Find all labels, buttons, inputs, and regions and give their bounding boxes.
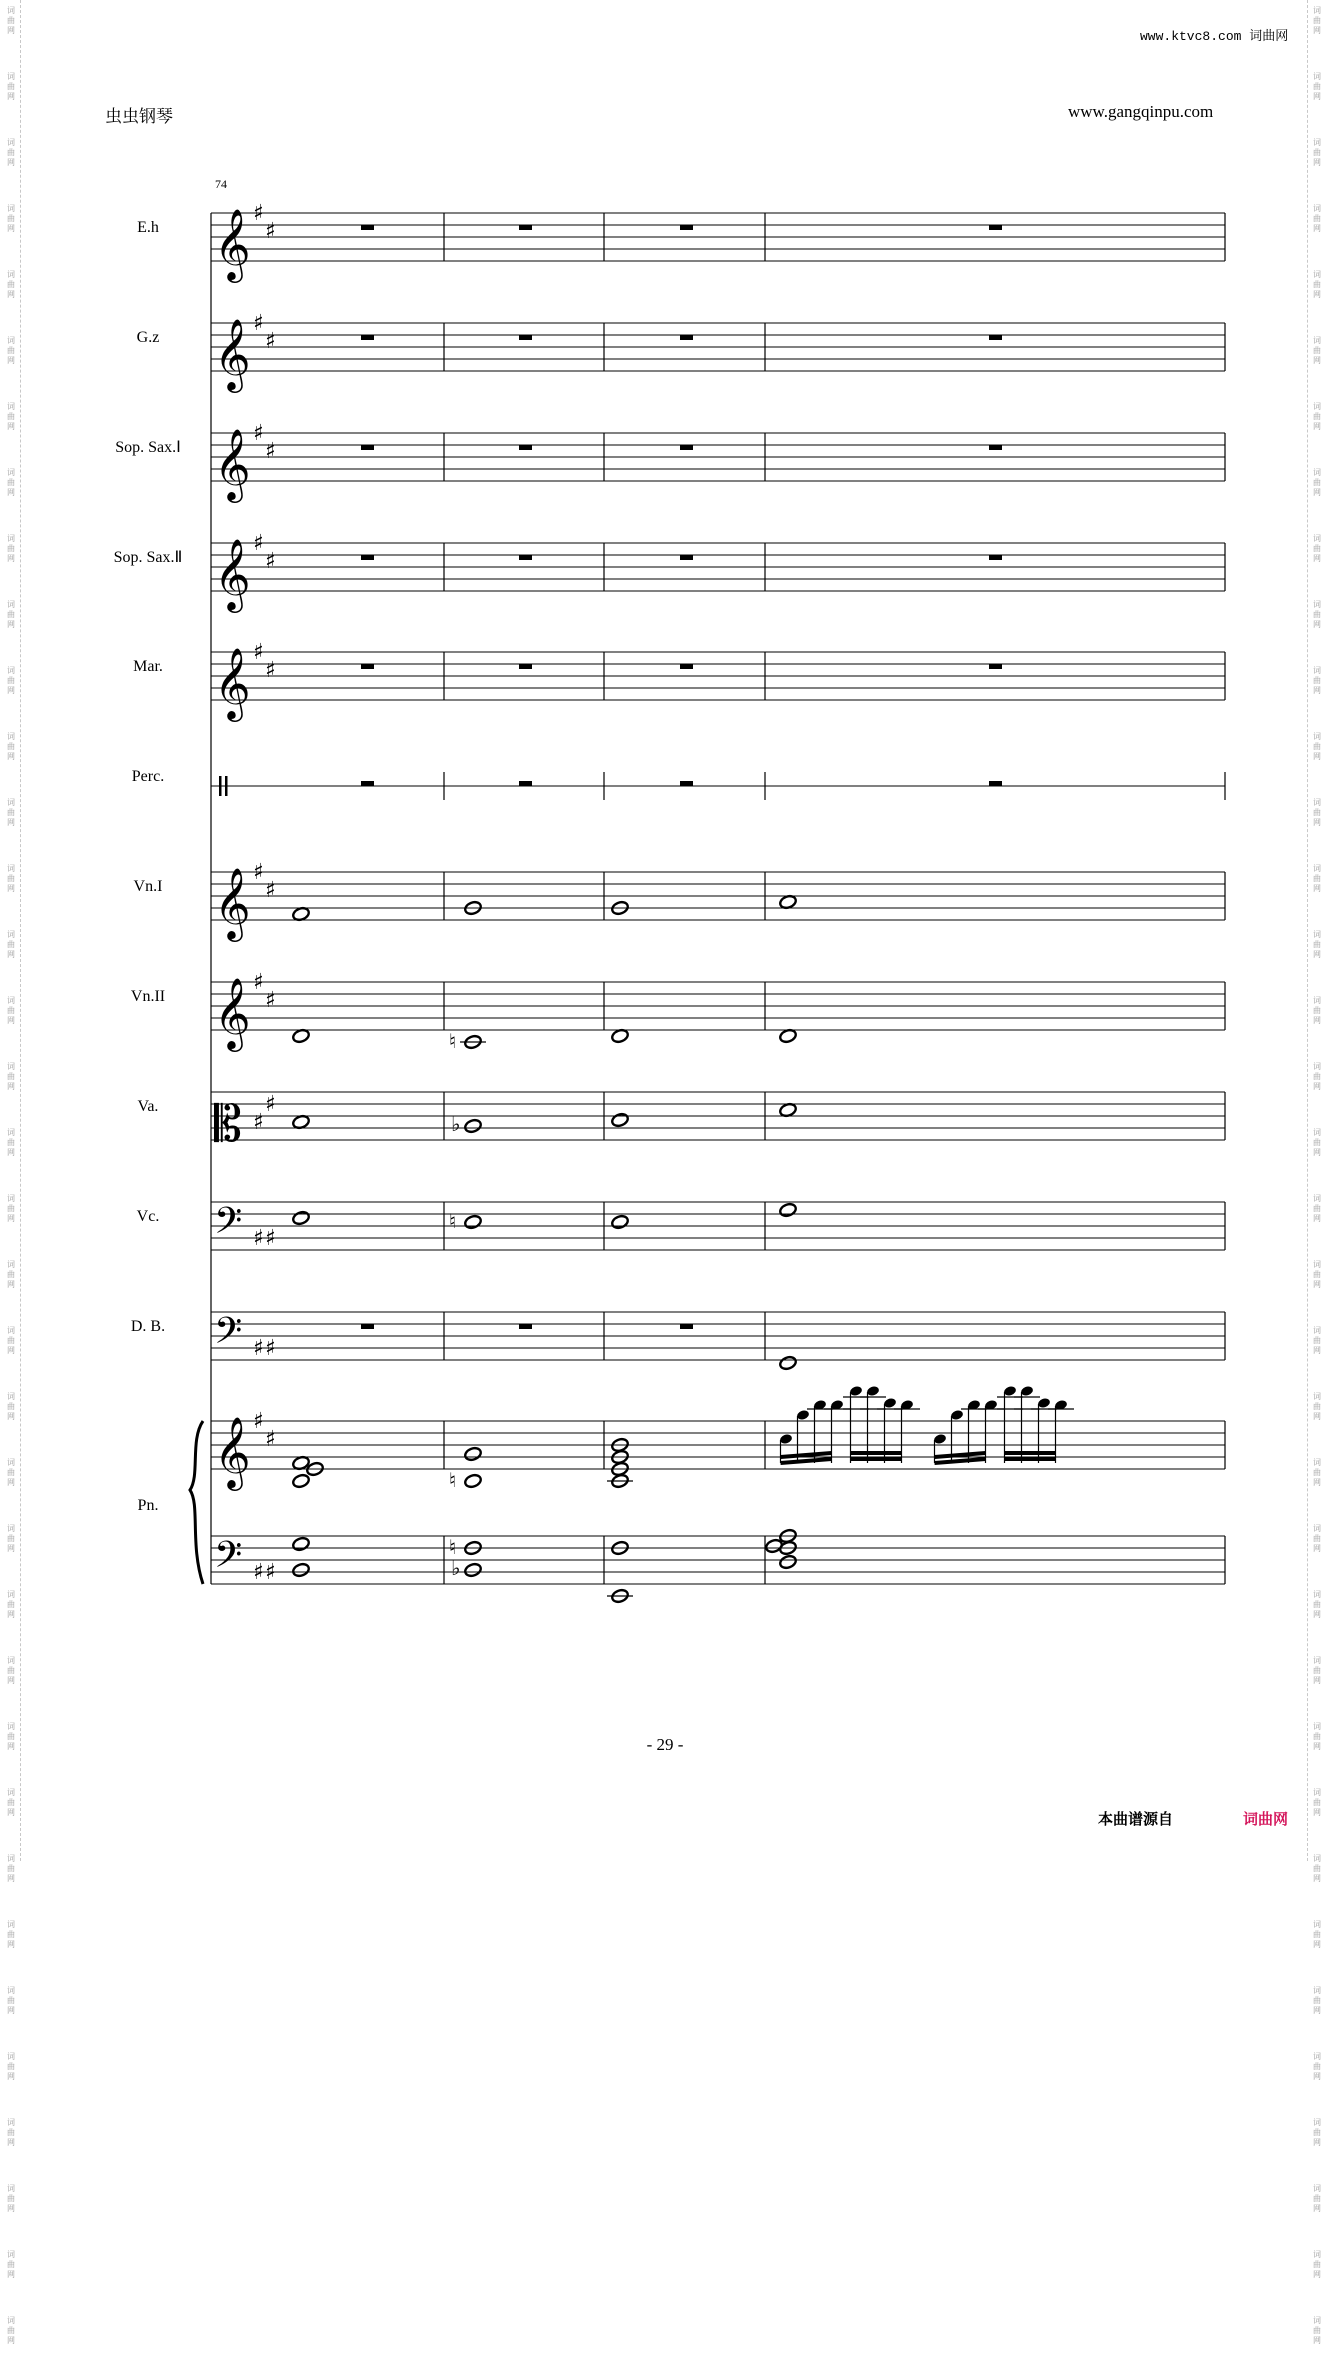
whole-rest (680, 781, 693, 786)
bass-clef: 𝄢 (214, 1534, 243, 1585)
instrument-label: Sop. Sax.Ⅱ (113, 549, 183, 566)
whole-rest (519, 335, 532, 340)
whole-note (611, 1112, 630, 1128)
whole-rest (989, 781, 1002, 786)
instrument-label: Va. (137, 1098, 159, 1115)
whole-rest (361, 664, 374, 669)
whole-rest (519, 445, 532, 450)
sharp-sign: ♯ (265, 549, 276, 574)
whole-rest (680, 664, 693, 669)
whole-note (292, 1210, 311, 1226)
instrument-label: D. B. (130, 1318, 166, 1335)
sharp-sign: ♯ (265, 219, 276, 244)
whole-rest (989, 664, 1002, 669)
whole-note (292, 1473, 311, 1489)
instrument-label: Perc. (131, 768, 165, 785)
measure-number: 74 (215, 177, 227, 191)
page-number: - 29 - (646, 1735, 684, 1754)
instrument-label: Vn.II (130, 988, 166, 1005)
sharp-sign: ♯ (253, 1110, 264, 1135)
instrument-label: Vc. (136, 1208, 160, 1225)
ktv-url: www.ktvc8.com (1140, 29, 1242, 44)
whole-rest (989, 555, 1002, 560)
treble-clef: 𝄞 (214, 976, 251, 1049)
whole-rest (519, 781, 532, 786)
footer-source-label: 本曲谱源自 (1098, 1810, 1174, 1828)
sharp-sign: ♯ (265, 439, 276, 464)
instrument-label: Sop. Sax.Ⅰ (115, 439, 181, 456)
site-name-left: 虫虫钢琴 (105, 107, 173, 126)
sharp-sign: ♯ (265, 1226, 276, 1251)
treble-clef: 𝄞 (214, 646, 251, 719)
whole-note (779, 1202, 798, 1218)
natural-sign: ♮ (449, 1468, 457, 1492)
alto-clef: 𝄡 (214, 1095, 242, 1153)
whole-rest (680, 555, 693, 560)
whole-rest (680, 335, 693, 340)
whole-rest (519, 664, 532, 669)
instrument-label: G.z (136, 329, 160, 346)
whole-rest (519, 1324, 532, 1329)
sharp-sign: ♯ (253, 311, 264, 336)
whole-rest (680, 225, 693, 230)
sharp-sign: ♯ (265, 988, 276, 1013)
whole-note (292, 1562, 311, 1578)
whole-rest (989, 445, 1002, 450)
whole-note (464, 1446, 483, 1462)
bass-clef: 𝄢 (214, 1310, 243, 1361)
sharp-sign: ♯ (265, 1427, 276, 1452)
treble-clef: 𝄞 (214, 866, 251, 939)
whole-rest (519, 555, 532, 560)
sharp-sign: ♯ (253, 201, 264, 226)
instrument-label: E.h (137, 219, 159, 236)
whole-rest (989, 335, 1002, 340)
sharp-sign: ♯ (253, 421, 264, 446)
whole-rest (361, 445, 374, 450)
site-url-right: www.gangqinpu.com (1068, 102, 1214, 121)
whole-note (464, 1118, 483, 1134)
left-margin-watermark: 词 曲 网 词 曲 网 词 曲 网 词 曲 网 词 曲 网 词 曲 网 词 曲 网 词 曲 网 词 曲 网 词 曲 网 词 曲 网 词 曲 网 词 曲 网 词 曲 网 词 曲 网 词 曲 网 词 曲 网 词 曲 网 词 曲 网 词 曲 网 词 曲 网 词 曲 网 词 曲 网 词 曲 网 词 曲 网 词 曲 网 词 曲 网 词 曲 网 词 曲 网 词 曲 网 词 曲 网 词 曲 网 词 曲 网 词 曲 网 词 曲 网 词 曲 网 (2, 0, 21, 1861)
note-beam (935, 1453, 986, 1457)
percussion-clef (219, 776, 222, 796)
right-margin-watermark: 词 曲 网 词 曲 网 词 曲 网 词 曲 网 词 曲 网 词 曲 网 词 曲 网 词 曲 网 词 曲 网 词 曲 网 词 曲 网 词 曲 网 词 曲 网 词 曲 网 词 曲 网 词 曲 网 词 曲 网 词 曲 网 词 曲 网 词 曲 网 词 曲 网 词 曲 网 词 曲 网 词 曲 网 词 曲 网 词 曲 网 词 曲 网 词 曲 网 词 曲 网 词 曲 网 词 曲 网 词 曲 网 词 曲 网 词 曲 网 词 曲 网 词 曲 网 (1307, 0, 1326, 1861)
whole-note (611, 1214, 630, 1230)
sharp-sign: ♯ (253, 860, 264, 885)
sharp-sign: ♯ (265, 329, 276, 354)
sharp-sign: ♯ (265, 658, 276, 683)
whole-rest (361, 555, 374, 560)
whole-rest (361, 1324, 374, 1329)
whole-note (292, 1536, 311, 1552)
instrument-label: Vn.I (133, 878, 163, 895)
natural-sign: ♮ (449, 1209, 457, 1233)
natural-sign: ♮ (449, 1029, 457, 1053)
whole-rest (361, 781, 374, 786)
whole-note (464, 1473, 483, 1489)
piano-brace (190, 1421, 203, 1584)
sharp-sign: ♯ (265, 1560, 276, 1585)
treble-clef: 𝄞 (214, 537, 251, 610)
whole-rest (680, 445, 693, 450)
instrument-label: Pn. (137, 1497, 159, 1514)
whole-note (464, 1562, 483, 1578)
whole-rest (519, 225, 532, 230)
sharp-sign: ♯ (253, 1560, 264, 1585)
treble-clef: 𝄞 (214, 207, 251, 280)
note-beam (781, 1459, 832, 1463)
natural-sign: ♮ (449, 1535, 457, 1559)
sharp-sign: ♯ (265, 1336, 276, 1361)
whole-note (464, 1214, 483, 1230)
sharp-sign: ♯ (253, 640, 264, 665)
note-beam (781, 1453, 832, 1457)
note-beam (935, 1459, 986, 1463)
whole-rest (680, 1324, 693, 1329)
percussion-clef (225, 776, 228, 796)
ktv-name: 词曲网 (1249, 29, 1289, 44)
treble-clef: 𝄞 (214, 317, 251, 390)
sharp-sign: ♯ (265, 1092, 276, 1117)
instrument-label: Mar. (133, 658, 163, 675)
sharp-sign: ♯ (253, 1336, 264, 1361)
flat-sign: ♭ (451, 1112, 461, 1136)
whole-rest (361, 335, 374, 340)
sharp-sign: ♯ (253, 970, 264, 995)
whole-rest (361, 225, 374, 230)
bass-clef: 𝄢 (214, 1200, 243, 1251)
flat-sign: ♭ (451, 1556, 461, 1580)
whole-note (779, 1355, 798, 1371)
footer-source-site: 词曲网 (1243, 1810, 1289, 1828)
sharp-sign: ♯ (265, 878, 276, 903)
sharp-sign: ♯ (253, 1409, 264, 1434)
sharp-sign: ♯ (253, 531, 264, 556)
treble-clef: 𝄞 (214, 427, 251, 500)
whole-note (779, 1554, 798, 1570)
whole-rest (989, 225, 1002, 230)
treble-clef: 𝄞 (214, 1415, 251, 1488)
sharp-sign: ♯ (253, 1226, 264, 1251)
